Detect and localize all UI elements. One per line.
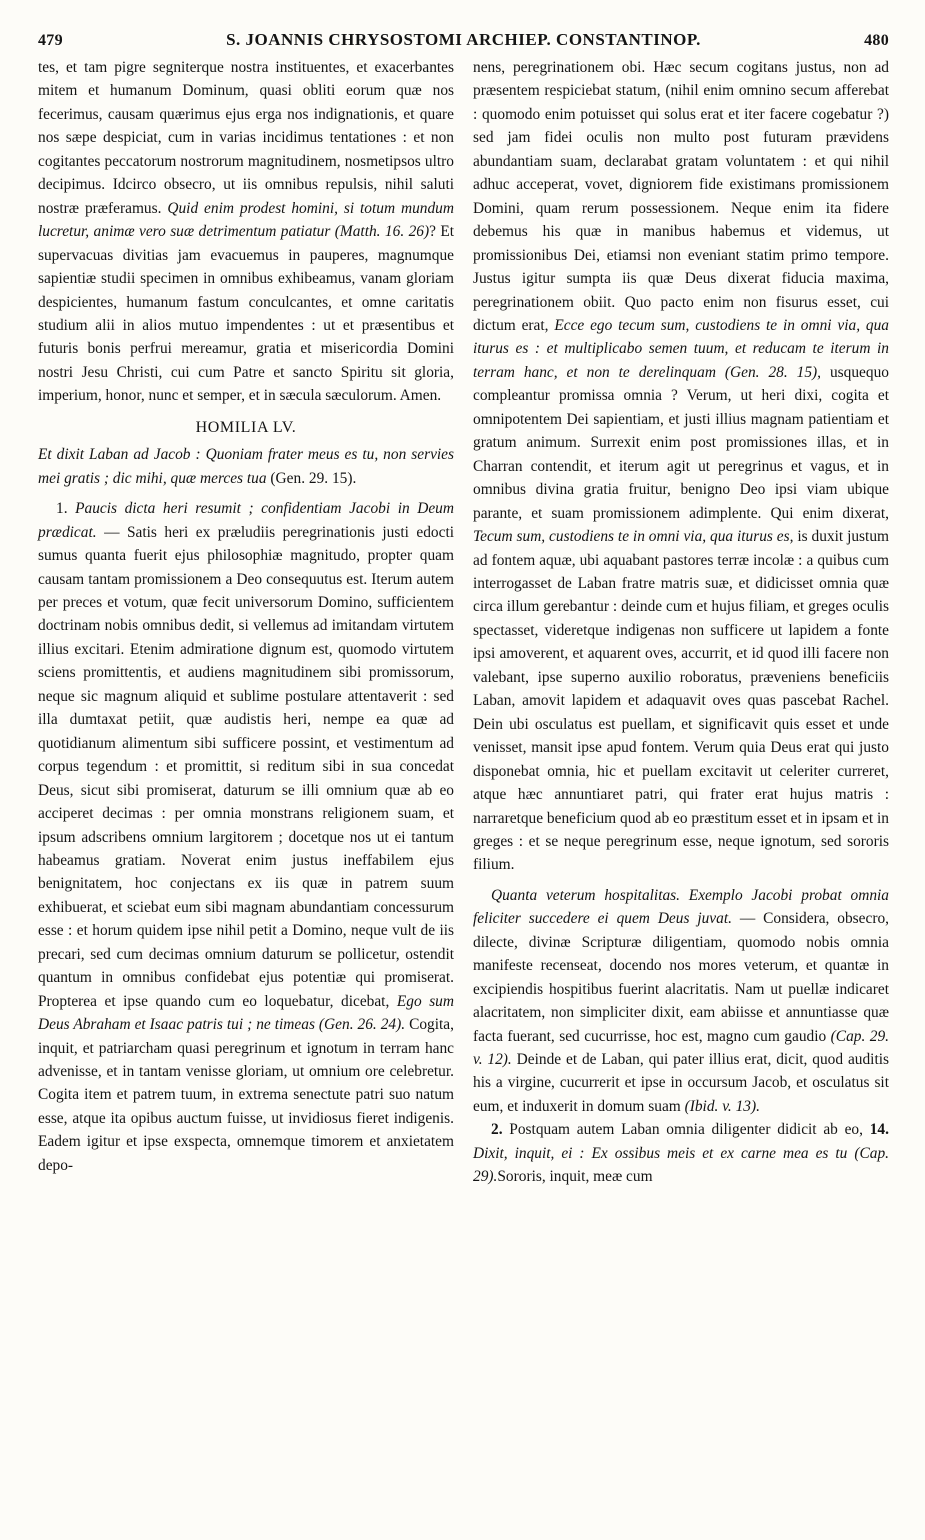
left-column [38,56,454,1189]
scripture-quote: Ego sum Deus Abraham et Isaac patris tui ; ne timeas [38,992,454,1034]
text: Cogita, inquit, et patriarcham quasi peregrinum et ignotum in terram hanc advenisse, et in tantam venisse gloriam, ut omnium ore celebretur. Cogita item et patrem tuum, in extrema senectute patri suo natum esse, atque ita opibus auctum fuisse, ut invidiosus fieret indigenis. Eadem igitur et ipse exspecta, omnemque timorem et anxietatem depo- [38,1016,454,1174]
paragraph [38,56,454,408]
paragraph [473,56,889,877]
text: Et dixit Laban ad Jacob : Quoniam frater meus es tu, non servies mei gratis ; dic mihi, quæ merces tua [38,446,454,487]
scripture-reference: (Gen. 28. 15), [724,363,822,381]
scripture-quote: Ecce ego tecum sum, custodiens te in omni via, qua iturus es : et multiplicabo semen tuum, et reducam te iterum in terram hanc, et non te derelinquam [473,316,889,381]
text: — Considera, obsecro, dilecte, divinæ Scripturæ diligentiam, quomodo nobis omnia manifeste recenseat, docendo nos mores veterum, et quantæ in excipiendis hospitibus fuerint alacritatis. Nam ut puellæ indicaret alacritatem, non simpliciter dixit, eam abiisse et annuntiasse quæ facta fuerant, sed cucurrisse, hoc est, magno cum gaudio [473,910,889,1045]
scripture-reference: (Matth. 16. 26) [334,223,430,241]
section-1 [38,497,454,1177]
scripture-reference: (Ibid. v. 13). [684,1097,760,1115]
text: Sororis, inquit, meæ cum [497,1168,653,1186]
section-summary-paragraph [473,884,889,1119]
scripture-quote: Quid enim prodest homini, si totum mundum lucretur, animæ vero suæ detrimentum patiatur [38,199,454,241]
scripture-reference: (Gen. 26. 24). [318,1016,406,1034]
scripture-quote: Dixit, inquit, ei : Ex ossibus meis et ex carne mea es tu [473,1144,848,1162]
scripture-reference: (Cap. 29. v. 12). [473,1027,889,1069]
text: usquequo compleantur promissa omnia ? Verum, ut heri dixi, cogita et omnipotentem Dei sapientiam, et justi illius magnam patientiam et gratum animum. Surrexit enim post promissiones illas, et in Charran contendit, et iterum agit ut peregrinus et vagus, et in omnibus divina gratia fruitur, benigno Deo ipsi viam ubique parante, et suam promissionem adimplente. Qui enim dixerat, [473,363,889,522]
page-number-left: 479 [38,32,63,49]
running-title: S. JOANNIS CHRYSOSTOMI ARCHIEP. CONSTANTINOP. [226,30,701,49]
section-number: 1. [56,500,68,518]
section-summary: Quanta veterum hospitalitas. Exemplo Jacobi probat omnia feliciter succedere ei quem Deus juvat. [473,886,889,928]
text: is duxit justum ad fontem aquæ, ubi aquabant pastores terræ incolæ : a quibus cum interrogasset de Laban fratre matris suæ, et didicisset omnia quæ circa illum gerebantur : deinde cum et hujus filiam, et greges oculis spectasset, videretque indigenas non sufficere ut lapidem a fonte ipsi amoverent, et aquarent oves, accurrit, et id quod illi facere non valebant, ipse superno auxilio roboratus, præveniens beneficiis Laban, amovit lapidem et adaquavit oves quas pascebat Rachel. Dein ubi osculatus est puellam, et significavit quis esset et unde venisset, mansit ipse apud fontem. Verum quia Deus erat qui justo disponebat omnia, hic et puellam excitavit ut celeriter curreret, atque hæc annuntiaret patri, qui frater erat hujus matris : narraretque beneficium quod ab eo præstitum esset et in ipsam et in greges : et se neque peregrinum esse, neque ignotum, sed sororis filium. [473,528,889,874]
section-summary: Paucis dicta heri resumit ; confidentiam Jacobi in Deum prædicat. [38,500,454,541]
text: Deinde et de Laban, qui pater illius erat, dicit, quod auditis his a virgine, cucurrerit et ipse in occursum Jacob, et osculatus sit eum, et induxerit in domum suam [473,1051,889,1115]
page-number-right: 480 [864,32,889,49]
running-header [38,30,889,50]
homily-argument [38,443,454,490]
homily-heading: HOMILIA LV. [195,418,297,436]
right-column [473,56,889,1189]
text-columns [38,56,889,1189]
scripture-reference: (Gen. 29. 15). [270,469,357,487]
scripture-quote: Tecum sum, custodiens te in omni via, qua iturus es, [473,528,794,546]
section-number: 2. [491,1121,503,1139]
scripture-reference: (Cap. 29). [473,1144,889,1186]
text: Postquam autem Laban omnia diligenter didicit ab eo, [509,1121,863,1139]
text: nens, peregrinationem obi. Hæc secum cogitans justus, non ad præsentem respiciebat statum, (nihil enim omnino secum afferebat : quomodo enim potuisset qui solus erat et iter facere cogebatur ?) sed jam fidei oculis non multo post futuram prævidens abundantiam suam, declarabat gratam voluntatem : et qui nihil adhuc acceperat, vovet, digniorem fide existimans promissionem Domini, quam rerum possessionem. Neque enim ita fidere debemus his quæ in manibus habemus et videmus, ut promissionibus Dei, etiamsi non eveniant statim primo tempore. Justus igitur sumpta iis quæ Deus dixerat fiducia maxima, peregrinationem obiit. Quo pacto enim non fisurus esset, cui dictum erat, [473,59,889,334]
text: — Satis heri ex præludiis peregrinationis justi edocti sumus quanta fuerit ejus philosophiæ magnitudo, propter quam causam tantam promissionem a Deo consequutus est. Iterum autem per preces et votum, quæ fecit universorum Domino, sufficientem doctrinam nobis omnibus dedit, si vellemus ad imitandam virtutem illius excitari. Etenim admiratione dignum est, quomodo virtutem sciens promittentis, et audiens magnitudinem sibi promissorum, neque sic magnum aliquid et sublime postulare attentaverit : sed illa dumtaxat petiit, quæ audistis heri, nempe ea quæ ad quotidianum alimentum sibi sufficere possint, et vestimentum ad corpus tegendum : et promittit, si reditum sibi in sua concedat Deus, sicut sibi promiserat, daturum se illi omnium quæ ab eo acciperet decimas : per omnia monstrans religionem suam, et ipsum adscribens omnium largitorem ; docetque nos ut ei tantum habeamus gratiam. Noverat enim justus ineffabilem ejus benignitatem, hoc conjectans ex iis quæ in patrem suum exhibuerat, et sciebat eum sibi magnam abundantiam concessurum esse : et horum quidem ipse nihil petit a Domino, neque vult de iis precari, sed cum decimas omnium daturum se pollicetur, ostendit quantum in omnibus confidebat ejus potentiæ qui promiserat. Propterea et ipse quando cum eo loquebatur, dicebat, [38,523,454,1010]
text: tes, et tam pigre segniterque nostra instituentes, et exacerbantes mitem et humanum Dominum, quasi obliti eorum quæ nos fecerimus, causam quærimus ejus erga nos indignationis, et quare nos sæpe despiciat, cum in varias incidimus tentationes : et non cogitantes peccatorum nostrorum magnitudinem, nosmetipsos ultro decipimus. Idcirco obsecro, ut iis omnibus repulsis, nihil saluti nostræ præferamus. [38,59,454,217]
verse-number: 14. [869,1121,889,1139]
text: ? Et supervacuas divitias jam evacuemus in pauperes, magnumque sapientiæ studii specimen in omnibus exhibeamus, vanam gloriam despicientes, humanum fastum conculcantes, et omne caritatis studium alii in alios mutuo impendentes : ut et præsentibus et futuris bonis perfrui mereamur, gratia et misericordia Domini nostri Jesu Christi, cui cum Patre et sancto Spiritu sit gloria, imperium, honor, nunc et semper, et in sæcula sæculorum. Amen. [38,223,455,405]
section-2 [473,1118,889,1188]
